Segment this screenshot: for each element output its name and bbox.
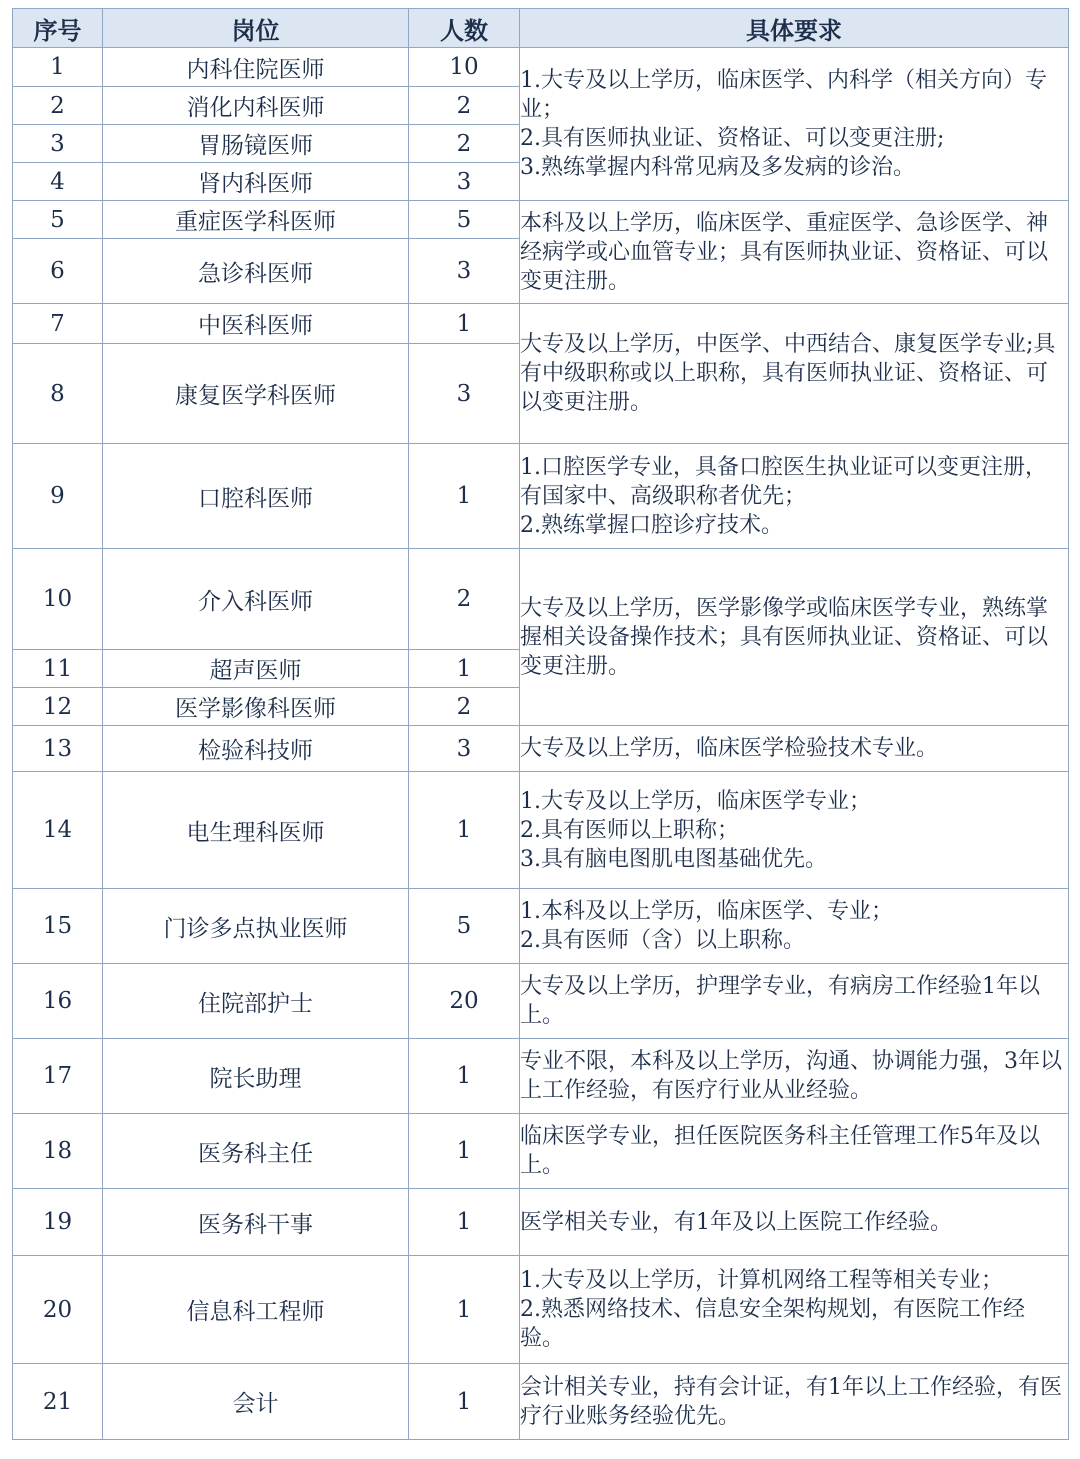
requirements-cell: 本科及以上学历，临床医学、重症医学、急诊医学、神经病学或心血管专业；具有医师执业证、资格证、可以变更注册。 bbox=[520, 201, 1069, 304]
table-row bbox=[13, 1039, 1069, 1114]
row-count: 1 bbox=[409, 650, 520, 688]
table-row bbox=[13, 772, 1069, 889]
row-number: 3 bbox=[13, 125, 103, 163]
row-number: 4 bbox=[13, 163, 103, 201]
requirements-cell: 1.大专及以上学历，计算机网络工程等相关专业； 2.熟悉网络技术、信息安全架构规划，有医院工作经验。 bbox=[520, 1256, 1069, 1364]
row-count: 2 bbox=[409, 125, 520, 163]
row-count: 1 bbox=[409, 1364, 520, 1440]
row-count: 3 bbox=[409, 344, 520, 444]
row-count: 10 bbox=[409, 48, 520, 87]
row-count: 1 bbox=[409, 444, 520, 549]
table-row bbox=[13, 304, 1069, 344]
row-number: 14 bbox=[13, 772, 103, 889]
row-count: 3 bbox=[409, 239, 520, 304]
row-position: 口腔科医师 bbox=[103, 444, 409, 549]
table-row bbox=[13, 1256, 1069, 1364]
row-number: 17 bbox=[13, 1039, 103, 1114]
row-count: 20 bbox=[409, 964, 520, 1039]
row-count: 1 bbox=[409, 1039, 520, 1114]
row-count: 5 bbox=[409, 201, 520, 239]
row-position: 介入科医师 bbox=[103, 549, 409, 650]
row-number: 20 bbox=[13, 1256, 103, 1364]
recruitment-table bbox=[12, 8, 1069, 1440]
row-position: 门诊多点执业医师 bbox=[103, 889, 409, 964]
row-number: 7 bbox=[13, 304, 103, 344]
table-row bbox=[13, 444, 1069, 549]
row-count: 1 bbox=[409, 1189, 520, 1256]
requirements-cell: 1.口腔医学专业，具备口腔医生执业证可以变更注册，有国家中、高级职称者优先； 2.熟练掌握口腔诊疗技术。 bbox=[520, 444, 1069, 549]
row-count: 1 bbox=[409, 1114, 520, 1189]
table-row bbox=[13, 1114, 1069, 1189]
row-position: 信息科工程师 bbox=[103, 1256, 409, 1364]
row-number: 18 bbox=[13, 1114, 103, 1189]
row-position: 电生理科医师 bbox=[103, 772, 409, 889]
table-row bbox=[13, 1364, 1069, 1440]
row-position: 院长助理 bbox=[103, 1039, 409, 1114]
row-position: 重症医学科医师 bbox=[103, 201, 409, 239]
header-count: 人数 bbox=[409, 9, 520, 48]
row-count: 5 bbox=[409, 889, 520, 964]
requirements-cell: 大专及以上学历，护理学专业，有病房工作经验1年以上。 bbox=[520, 964, 1069, 1039]
row-position: 胃肠镜医师 bbox=[103, 125, 409, 163]
row-number: 13 bbox=[13, 726, 103, 772]
row-count: 1 bbox=[409, 304, 520, 344]
requirements-cell: 专业不限，本科及以上学历，沟通、协调能力强，3年以上工作经验，有医疗行业从业经验。 bbox=[520, 1039, 1069, 1114]
table-row bbox=[13, 549, 1069, 650]
table-row bbox=[13, 726, 1069, 772]
requirements-cell: 1.本科及以上学历，临床医学、专业； 2.具有医师（含）以上职称。 bbox=[520, 889, 1069, 964]
row-count: 2 bbox=[409, 688, 520, 726]
row-count: 2 bbox=[409, 549, 520, 650]
table-row bbox=[13, 964, 1069, 1039]
row-number: 5 bbox=[13, 201, 103, 239]
row-position: 肾内科医师 bbox=[103, 163, 409, 201]
table-row bbox=[13, 201, 1069, 239]
requirements-cell: 医学相关专业，有1年及以上医院工作经验。 bbox=[520, 1189, 1069, 1256]
row-number: 8 bbox=[13, 344, 103, 444]
row-position: 住院部护士 bbox=[103, 964, 409, 1039]
row-position: 内科住院医师 bbox=[103, 48, 409, 87]
row-position: 超声医师 bbox=[103, 650, 409, 688]
requirements-cell: 临床医学专业，担任医院医务科主任管理工作5年及以上。 bbox=[520, 1114, 1069, 1189]
header-position: 岗位 bbox=[103, 9, 409, 48]
row-number: 2 bbox=[13, 87, 103, 125]
table-row bbox=[13, 48, 1069, 87]
table-row bbox=[13, 889, 1069, 964]
row-position: 医学影像科医师 bbox=[103, 688, 409, 726]
row-number: 11 bbox=[13, 650, 103, 688]
row-position: 医务科干事 bbox=[103, 1189, 409, 1256]
row-count: 3 bbox=[409, 163, 520, 201]
header-requirements: 具体要求 bbox=[520, 9, 1069, 48]
table-row bbox=[13, 1189, 1069, 1256]
row-position: 消化内科医师 bbox=[103, 87, 409, 125]
row-position: 中医科医师 bbox=[103, 304, 409, 344]
header-row bbox=[13, 9, 1069, 48]
row-number: 15 bbox=[13, 889, 103, 964]
row-number: 19 bbox=[13, 1189, 103, 1256]
row-position: 检验科技师 bbox=[103, 726, 409, 772]
requirements-cell: 大专及以上学历，临床医学检验技术专业。 bbox=[520, 726, 1069, 772]
requirements-cell: 会计相关专业，持有会计证，有1年以上工作经验，有医疗行业账务经验优先。 bbox=[520, 1364, 1069, 1440]
requirements-cell: 1.大专及以上学历，临床医学、内科学（相关方向）专业； 2.具有医师执业证、资格证、可以变更注册; 3.熟练掌握内科常见病及多发病的诊治。 bbox=[520, 48, 1069, 201]
row-count: 2 bbox=[409, 87, 520, 125]
row-number: 9 bbox=[13, 444, 103, 549]
row-number: 6 bbox=[13, 239, 103, 304]
row-number: 10 bbox=[13, 549, 103, 650]
row-number: 1 bbox=[13, 48, 103, 87]
row-count: 1 bbox=[409, 772, 520, 889]
requirements-cell: 大专及以上学历，中医学、中西结合、康复医学专业;具有中级职称或以上职称，具有医师执业证、资格证、可以变更注册。 bbox=[520, 304, 1069, 444]
row-count: 1 bbox=[409, 1256, 520, 1364]
row-number: 21 bbox=[13, 1364, 103, 1440]
row-count: 3 bbox=[409, 726, 520, 772]
row-number: 16 bbox=[13, 964, 103, 1039]
row-position: 康复医学科医师 bbox=[103, 344, 409, 444]
row-position: 急诊科医师 bbox=[103, 239, 409, 304]
header-number: 序号 bbox=[13, 9, 103, 48]
row-position: 医务科主任 bbox=[103, 1114, 409, 1189]
requirements-cell: 大专及以上学历，医学影像学或临床医学专业，熟练掌握相关设备操作技术；具有医师执业证、资格证、可以变更注册。 bbox=[520, 549, 1069, 726]
requirements-cell: 1.大专及以上学历，临床医学专业； 2.具有医师以上职称； 3.具有脑电图肌电图基础优先。 bbox=[520, 772, 1069, 889]
row-number: 12 bbox=[13, 688, 103, 726]
row-position: 会计 bbox=[103, 1364, 409, 1440]
